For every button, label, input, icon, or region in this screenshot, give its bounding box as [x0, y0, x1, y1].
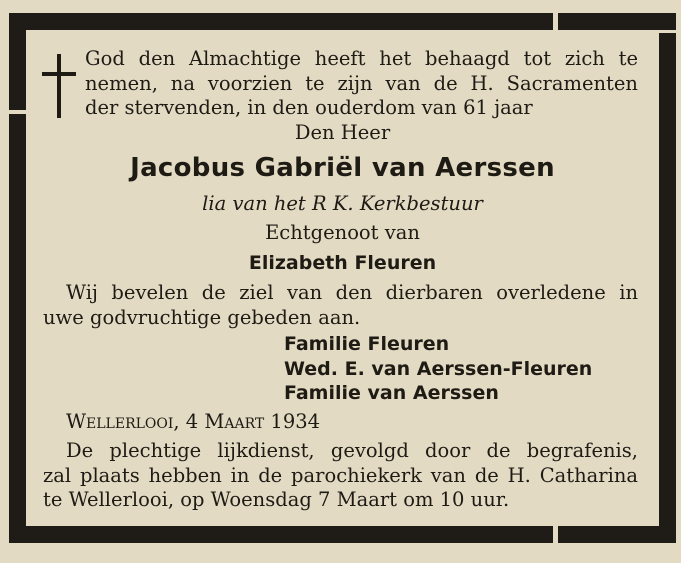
- deceased-name: Jacobus Gabriël van Aerssen: [130, 153, 555, 183]
- intro-line-2: nemen, na voorzien te zijn van de H. Sacramenten: [85, 72, 638, 95]
- border-break: [553, 526, 558, 543]
- funeral-line-1: De plechtige lijkdienst, gevolgd door de begrafenis,: [66, 439, 638, 462]
- request-line-1: Wij bevelen de ziel van den dierbaren overledene in: [66, 281, 638, 304]
- intro-line-3: der stervenden, in den ouderdom van 61 jaar: [85, 96, 533, 119]
- request-line-2: uwe godvruchtige gebeden aan.: [43, 306, 361, 329]
- border-break: [659, 30, 676, 33]
- funeral-line-2: zal plaats hebben in de parochiekerk van de H. Catharina: [43, 464, 638, 487]
- place-date: Wellerlooi, 4 Maart 1934: [66, 410, 321, 433]
- spouse-prefix: Echtgenoot van: [265, 221, 420, 244]
- funeral-line-3: te Wellerlooi, op Woensdag 7 Maart om 10 uur.: [43, 488, 510, 511]
- mourning-border-top: [9, 13, 676, 30]
- deceased-role: lia van het R K. Kerkbestuur: [202, 192, 483, 215]
- mourning-border-right: [659, 13, 676, 543]
- border-break: [9, 110, 26, 114]
- spouse-name: Elizabeth Fleuren: [248, 252, 437, 274]
- intro-line-1: God den Almachtige heeft het behaagd tot zich te: [85, 47, 638, 70]
- mourning-border-bottom: [9, 526, 676, 543]
- title-prefix: Den Heer: [294, 121, 391, 144]
- obituary-notice: [26, 30, 659, 526]
- signatory-1: Familie Fleuren: [284, 333, 450, 355]
- signatory-2: Wed. E. van Aerssen-Fleuren: [284, 358, 593, 380]
- mourning-border-left: [9, 13, 26, 543]
- signatory-3: Familie van Aerssen: [284, 382, 499, 404]
- border-break: [553, 13, 558, 30]
- latin-cross-icon: [42, 54, 76, 118]
